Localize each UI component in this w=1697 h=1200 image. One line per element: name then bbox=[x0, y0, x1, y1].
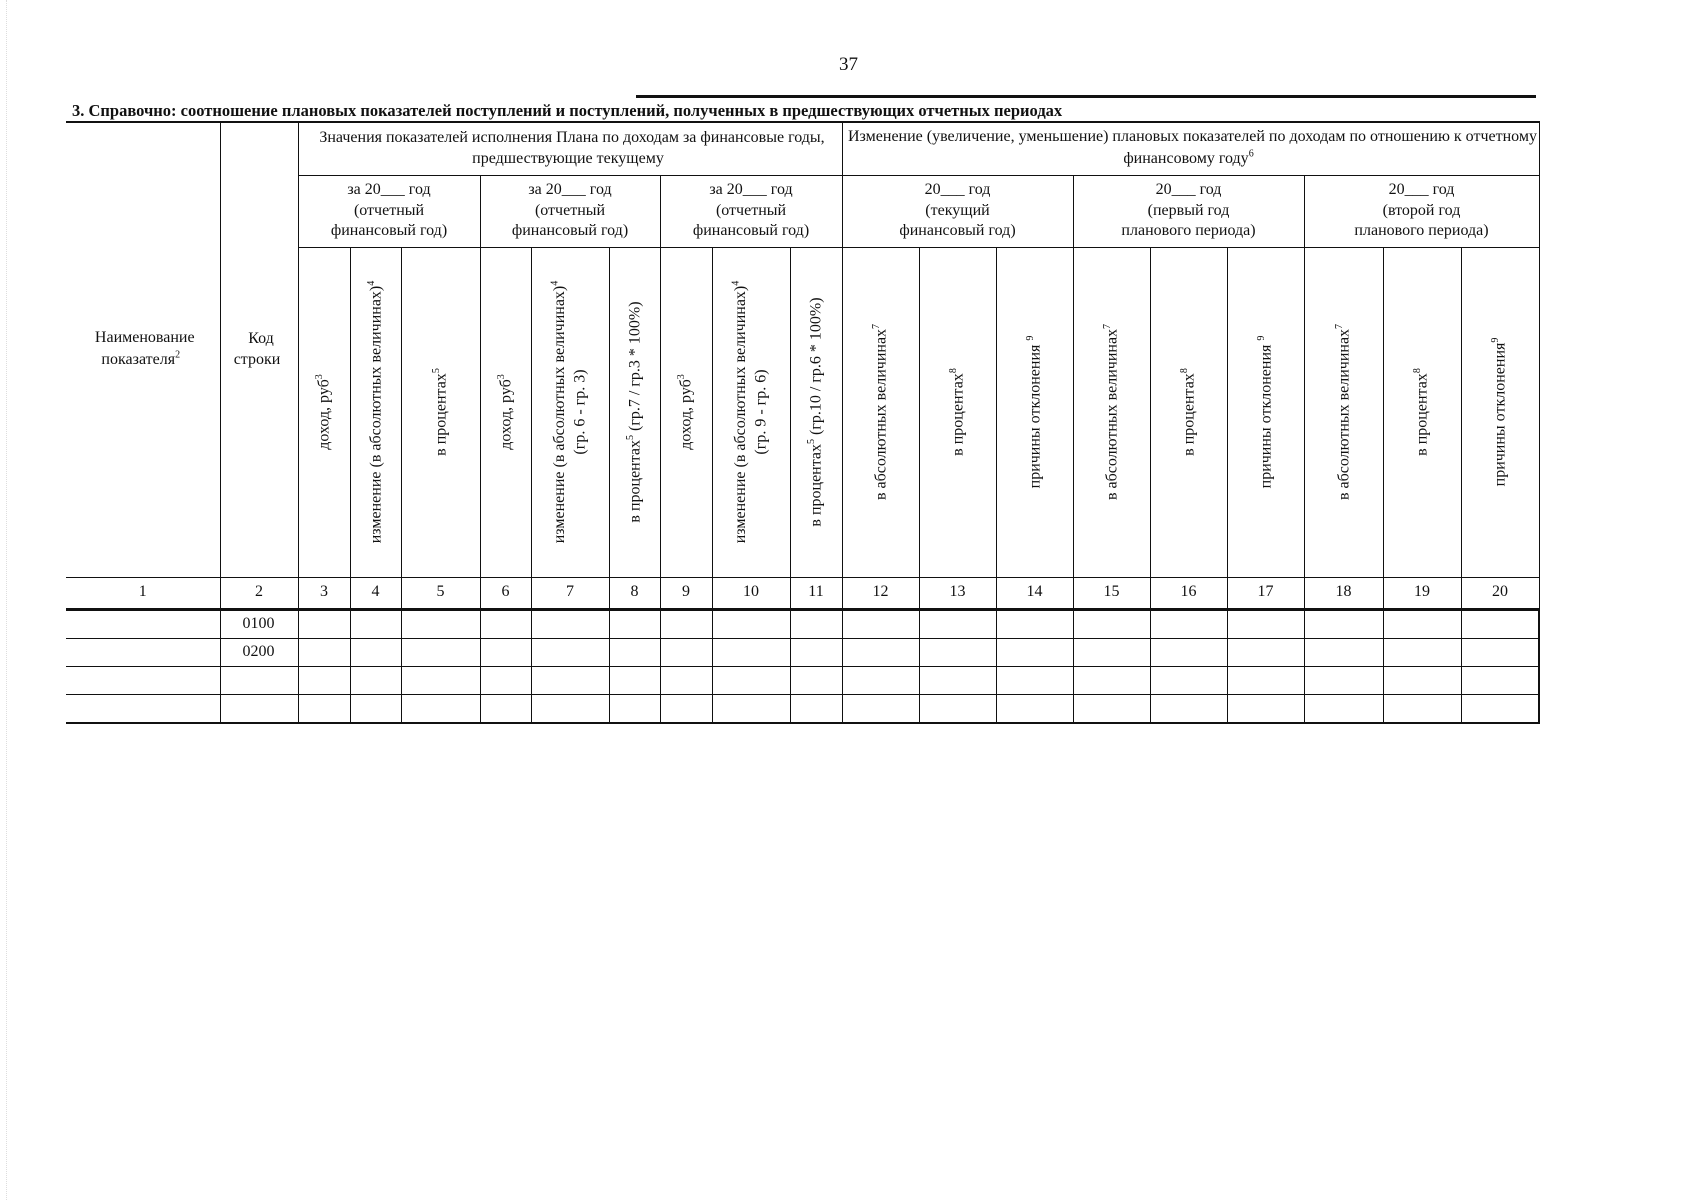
footnote-mark: 5 bbox=[624, 434, 636, 440]
column-header bbox=[480, 247, 531, 577]
page-number: 37 bbox=[839, 54, 858, 75]
column-number: 17 bbox=[1227, 577, 1304, 609]
column-header-label: доход, руб bbox=[677, 379, 695, 450]
row-code-cell bbox=[220, 694, 298, 723]
year-header-line: (второй год bbox=[1382, 201, 1461, 219]
column-header-label: в абсолютных величинах bbox=[1334, 328, 1352, 501]
value-cell bbox=[298, 666, 350, 694]
value-cell bbox=[1150, 694, 1227, 723]
footnote-mark: 8 bbox=[947, 368, 959, 374]
value-cell bbox=[790, 638, 842, 666]
column-number: 1 bbox=[66, 577, 220, 609]
value-cell bbox=[531, 638, 609, 666]
value-cell bbox=[1227, 694, 1304, 723]
column-header-formula: (гр.7 / гр.3 * 100%) bbox=[625, 301, 643, 435]
value-cell bbox=[480, 694, 531, 723]
row-code-cell: 0200 bbox=[220, 638, 298, 666]
column-header bbox=[1461, 247, 1539, 577]
value-cell bbox=[480, 609, 531, 638]
value-cell bbox=[350, 638, 401, 666]
column-header-formula: (гр.10 / гр.6 * 100%) bbox=[807, 297, 825, 439]
footnote-mark: 4 bbox=[730, 280, 742, 286]
value-cell bbox=[660, 609, 712, 638]
value-cell bbox=[1150, 609, 1227, 638]
value-cell bbox=[1304, 638, 1383, 666]
value-cell bbox=[712, 694, 790, 723]
value-cell bbox=[790, 694, 842, 723]
value-cell bbox=[1073, 666, 1150, 694]
value-cell bbox=[660, 694, 712, 723]
column-header-label: причины отклонения bbox=[1256, 340, 1274, 489]
footnote-mark: 7 bbox=[870, 323, 882, 329]
year-header bbox=[842, 175, 1073, 247]
value-cell bbox=[609, 666, 660, 694]
column-header-formula: (гр. 9 - гр. 6) bbox=[752, 369, 770, 455]
year-header-line: финансовый год) bbox=[330, 222, 448, 240]
column-number: 9 bbox=[660, 577, 712, 609]
value-cell bbox=[1304, 609, 1383, 638]
table-row bbox=[66, 609, 1539, 638]
year-header-line: (отчетный bbox=[715, 201, 787, 219]
column-header bbox=[790, 247, 842, 577]
value-cell bbox=[531, 666, 609, 694]
column-number: 4 bbox=[350, 577, 401, 609]
column-number: 2 bbox=[220, 577, 298, 609]
column-header bbox=[1227, 247, 1304, 577]
footnote-mark: 7 bbox=[1101, 323, 1113, 329]
value-cell bbox=[1227, 666, 1304, 694]
year-header bbox=[1304, 175, 1539, 247]
column-header bbox=[1383, 247, 1461, 577]
value-cell bbox=[1150, 638, 1227, 666]
table-head bbox=[66, 122, 1539, 577]
value-cell bbox=[919, 694, 996, 723]
column-header-label: в процентах bbox=[807, 443, 825, 527]
column-header bbox=[1304, 247, 1383, 577]
header-indicator-name: Наименование показателя$^2$ bbox=[66, 122, 220, 577]
year-header-line: финансовый год) bbox=[692, 222, 810, 240]
value-cell bbox=[1227, 609, 1304, 638]
value-cell bbox=[1073, 609, 1150, 638]
footnote-mark: 4 bbox=[365, 280, 377, 286]
value-cell bbox=[1073, 694, 1150, 723]
value-cell bbox=[1461, 638, 1539, 666]
value-cell bbox=[660, 638, 712, 666]
column-number: 19 bbox=[1383, 577, 1461, 609]
header-rule bbox=[636, 95, 1536, 98]
indicator-name-cell bbox=[66, 638, 220, 666]
value-cell bbox=[480, 666, 531, 694]
value-cell bbox=[609, 609, 660, 638]
year-header-line: за 20___ год bbox=[709, 180, 793, 198]
value-cell bbox=[1150, 666, 1227, 694]
footnote-mark: 7 bbox=[1333, 323, 1345, 329]
year-header-line: (отчетный bbox=[534, 201, 606, 219]
column-header-label: в процентах bbox=[625, 439, 643, 523]
column-number: 20 bbox=[1461, 577, 1539, 609]
column-header bbox=[350, 247, 401, 577]
value-cell bbox=[401, 694, 480, 723]
year-header-line: (отчетный bbox=[353, 201, 425, 219]
column-number: 6 bbox=[480, 577, 531, 609]
year-header-line: финансовый год) bbox=[511, 222, 629, 240]
value-cell bbox=[1383, 609, 1461, 638]
year-header-line: планового периода) bbox=[1354, 222, 1489, 240]
column-header bbox=[298, 247, 350, 577]
column-header bbox=[531, 247, 609, 577]
value-cell bbox=[842, 666, 919, 694]
column-header-label: в процентах bbox=[1179, 373, 1197, 456]
year-header-line: финансовый год) bbox=[899, 222, 1016, 240]
column-header-label: в абсолютных величинах bbox=[1102, 328, 1120, 501]
footnote-mark: 3 bbox=[675, 374, 687, 380]
value-cell bbox=[919, 638, 996, 666]
value-cell bbox=[790, 666, 842, 694]
row-code-cell bbox=[220, 666, 298, 694]
footnote-mark: 9 bbox=[1024, 335, 1036, 341]
footnote-mark: 8 bbox=[1178, 368, 1190, 374]
column-header-label: изменение (в абсолютных величинах) bbox=[731, 285, 749, 544]
value-cell bbox=[480, 638, 531, 666]
column-header-label: в процентах bbox=[948, 373, 966, 456]
footnote-mark: 4 bbox=[549, 280, 561, 286]
column-number: 3 bbox=[298, 577, 350, 609]
value-cell bbox=[401, 638, 480, 666]
footnote-mark: 9 bbox=[1255, 335, 1267, 341]
year-header-line: планового периода) bbox=[1121, 222, 1256, 240]
year-header-line: 20___ год bbox=[1388, 180, 1455, 198]
value-cell bbox=[842, 609, 919, 638]
column-header bbox=[1150, 247, 1227, 577]
year-header-line: 20___ год bbox=[1155, 180, 1222, 198]
value-cell bbox=[660, 666, 712, 694]
column-number: 5 bbox=[401, 577, 480, 609]
indicator-name-cell bbox=[66, 694, 220, 723]
value-cell bbox=[350, 609, 401, 638]
value-cell bbox=[712, 666, 790, 694]
value-cell bbox=[996, 666, 1073, 694]
year-header-line: (первый год bbox=[1147, 201, 1230, 219]
value-cell bbox=[1461, 666, 1539, 694]
column-header-label: в абсолютных величинах bbox=[871, 328, 889, 501]
column-header-formula: (гр. 6 - гр. 3) bbox=[571, 369, 589, 455]
indicator-name-cell bbox=[66, 609, 220, 638]
footnote-mark: 5 bbox=[805, 438, 817, 444]
header-row-code: Код строки bbox=[220, 122, 298, 577]
column-number: 11 bbox=[790, 577, 842, 609]
value-cell bbox=[996, 638, 1073, 666]
column-header bbox=[919, 247, 996, 577]
indicator-name-cell bbox=[66, 666, 220, 694]
column-number-row bbox=[66, 577, 1539, 609]
table-body bbox=[66, 609, 1539, 723]
year-header-line: (текущий bbox=[925, 201, 990, 219]
column-header-label: доход, руб bbox=[315, 379, 333, 450]
value-cell bbox=[1304, 666, 1383, 694]
column-number: 12 bbox=[842, 577, 919, 609]
year-header-line: за 20___ год bbox=[347, 180, 431, 198]
column-number: 15 bbox=[1073, 577, 1150, 609]
value-cell bbox=[996, 609, 1073, 638]
row-code-cell: 0100 bbox=[220, 609, 298, 638]
column-number: 16 bbox=[1150, 577, 1227, 609]
column-header bbox=[401, 247, 480, 577]
column-header-label: в процентах bbox=[1413, 373, 1431, 456]
column-header bbox=[1073, 247, 1150, 577]
value-cell bbox=[712, 609, 790, 638]
column-header-label: причины отклонения bbox=[1025, 340, 1043, 489]
footnote-mark: 9 bbox=[1489, 337, 1501, 343]
column-header bbox=[996, 247, 1073, 577]
column-header-label: изменение (в абсолютных величинах) bbox=[550, 285, 568, 544]
section-title: 3. Справочно: соотношение плановых показателей поступлений и поступлений, полученных в предшествующих отчетных периодах bbox=[72, 101, 1063, 120]
table-row bbox=[66, 638, 1539, 666]
header-group-prior-years: Значения показателей исполнения Плана по доходам за финансовые годы, предшествующие текущему bbox=[298, 122, 842, 175]
value-cell bbox=[996, 694, 1073, 723]
value-cell bbox=[298, 609, 350, 638]
year-header bbox=[1073, 175, 1304, 247]
column-header bbox=[842, 247, 919, 577]
year-header-line: за 20___ год bbox=[528, 180, 612, 198]
column-header-label: причины отклонения bbox=[1491, 342, 1509, 487]
year-header bbox=[480, 175, 660, 247]
value-cell bbox=[1227, 638, 1304, 666]
value-cell bbox=[842, 638, 919, 666]
revenue-comparison-table bbox=[66, 121, 1540, 724]
value-cell bbox=[531, 609, 609, 638]
column-header bbox=[609, 247, 660, 577]
column-header bbox=[712, 247, 790, 577]
value-cell bbox=[1383, 666, 1461, 694]
column-number: 13 bbox=[919, 577, 996, 609]
value-cell bbox=[1304, 694, 1383, 723]
value-cell bbox=[298, 694, 350, 723]
column-number: 14 bbox=[996, 577, 1073, 609]
column-header-label: изменение (в абсолютных величинах) bbox=[366, 285, 384, 544]
value-cell bbox=[919, 666, 996, 694]
column-number: 8 bbox=[609, 577, 660, 609]
value-cell bbox=[1383, 694, 1461, 723]
column-header-label: доход, руб bbox=[496, 379, 514, 450]
table-row bbox=[66, 666, 1539, 694]
value-cell bbox=[609, 694, 660, 723]
footnote-mark: 5 bbox=[430, 368, 442, 374]
table-row bbox=[66, 694, 1539, 723]
value-cell bbox=[790, 609, 842, 638]
year-header bbox=[298, 175, 480, 247]
header-group-plan-change: Изменение (увеличение, уменьшение) плановых показателей по доходам по отношению к отчетному финансовому году$^6$ bbox=[842, 122, 1539, 175]
value-cell bbox=[350, 666, 401, 694]
value-cell bbox=[401, 666, 480, 694]
value-cell bbox=[350, 694, 401, 723]
value-cell bbox=[919, 609, 996, 638]
footnote-mark: 8 bbox=[1411, 368, 1423, 374]
value-cell bbox=[1461, 609, 1539, 638]
year-header-line: 20___ год bbox=[924, 180, 991, 198]
column-number: 10 bbox=[712, 577, 790, 609]
value-cell bbox=[1073, 638, 1150, 666]
value-cell bbox=[531, 694, 609, 723]
value-cell bbox=[1383, 638, 1461, 666]
value-cell bbox=[609, 638, 660, 666]
column-header-label: в процентах bbox=[431, 373, 449, 456]
column-number: 18 bbox=[1304, 577, 1383, 609]
footnote-mark: 3 bbox=[313, 374, 325, 380]
column-header bbox=[660, 247, 712, 577]
column-number: 7 bbox=[531, 577, 609, 609]
year-header bbox=[660, 175, 842, 247]
value-cell bbox=[401, 609, 480, 638]
value-cell bbox=[712, 638, 790, 666]
value-cell bbox=[298, 638, 350, 666]
value-cell bbox=[1461, 694, 1539, 723]
value-cell bbox=[842, 694, 919, 723]
footnote-mark: 3 bbox=[495, 374, 507, 380]
scan-edge-line bbox=[6, 0, 7, 1200]
